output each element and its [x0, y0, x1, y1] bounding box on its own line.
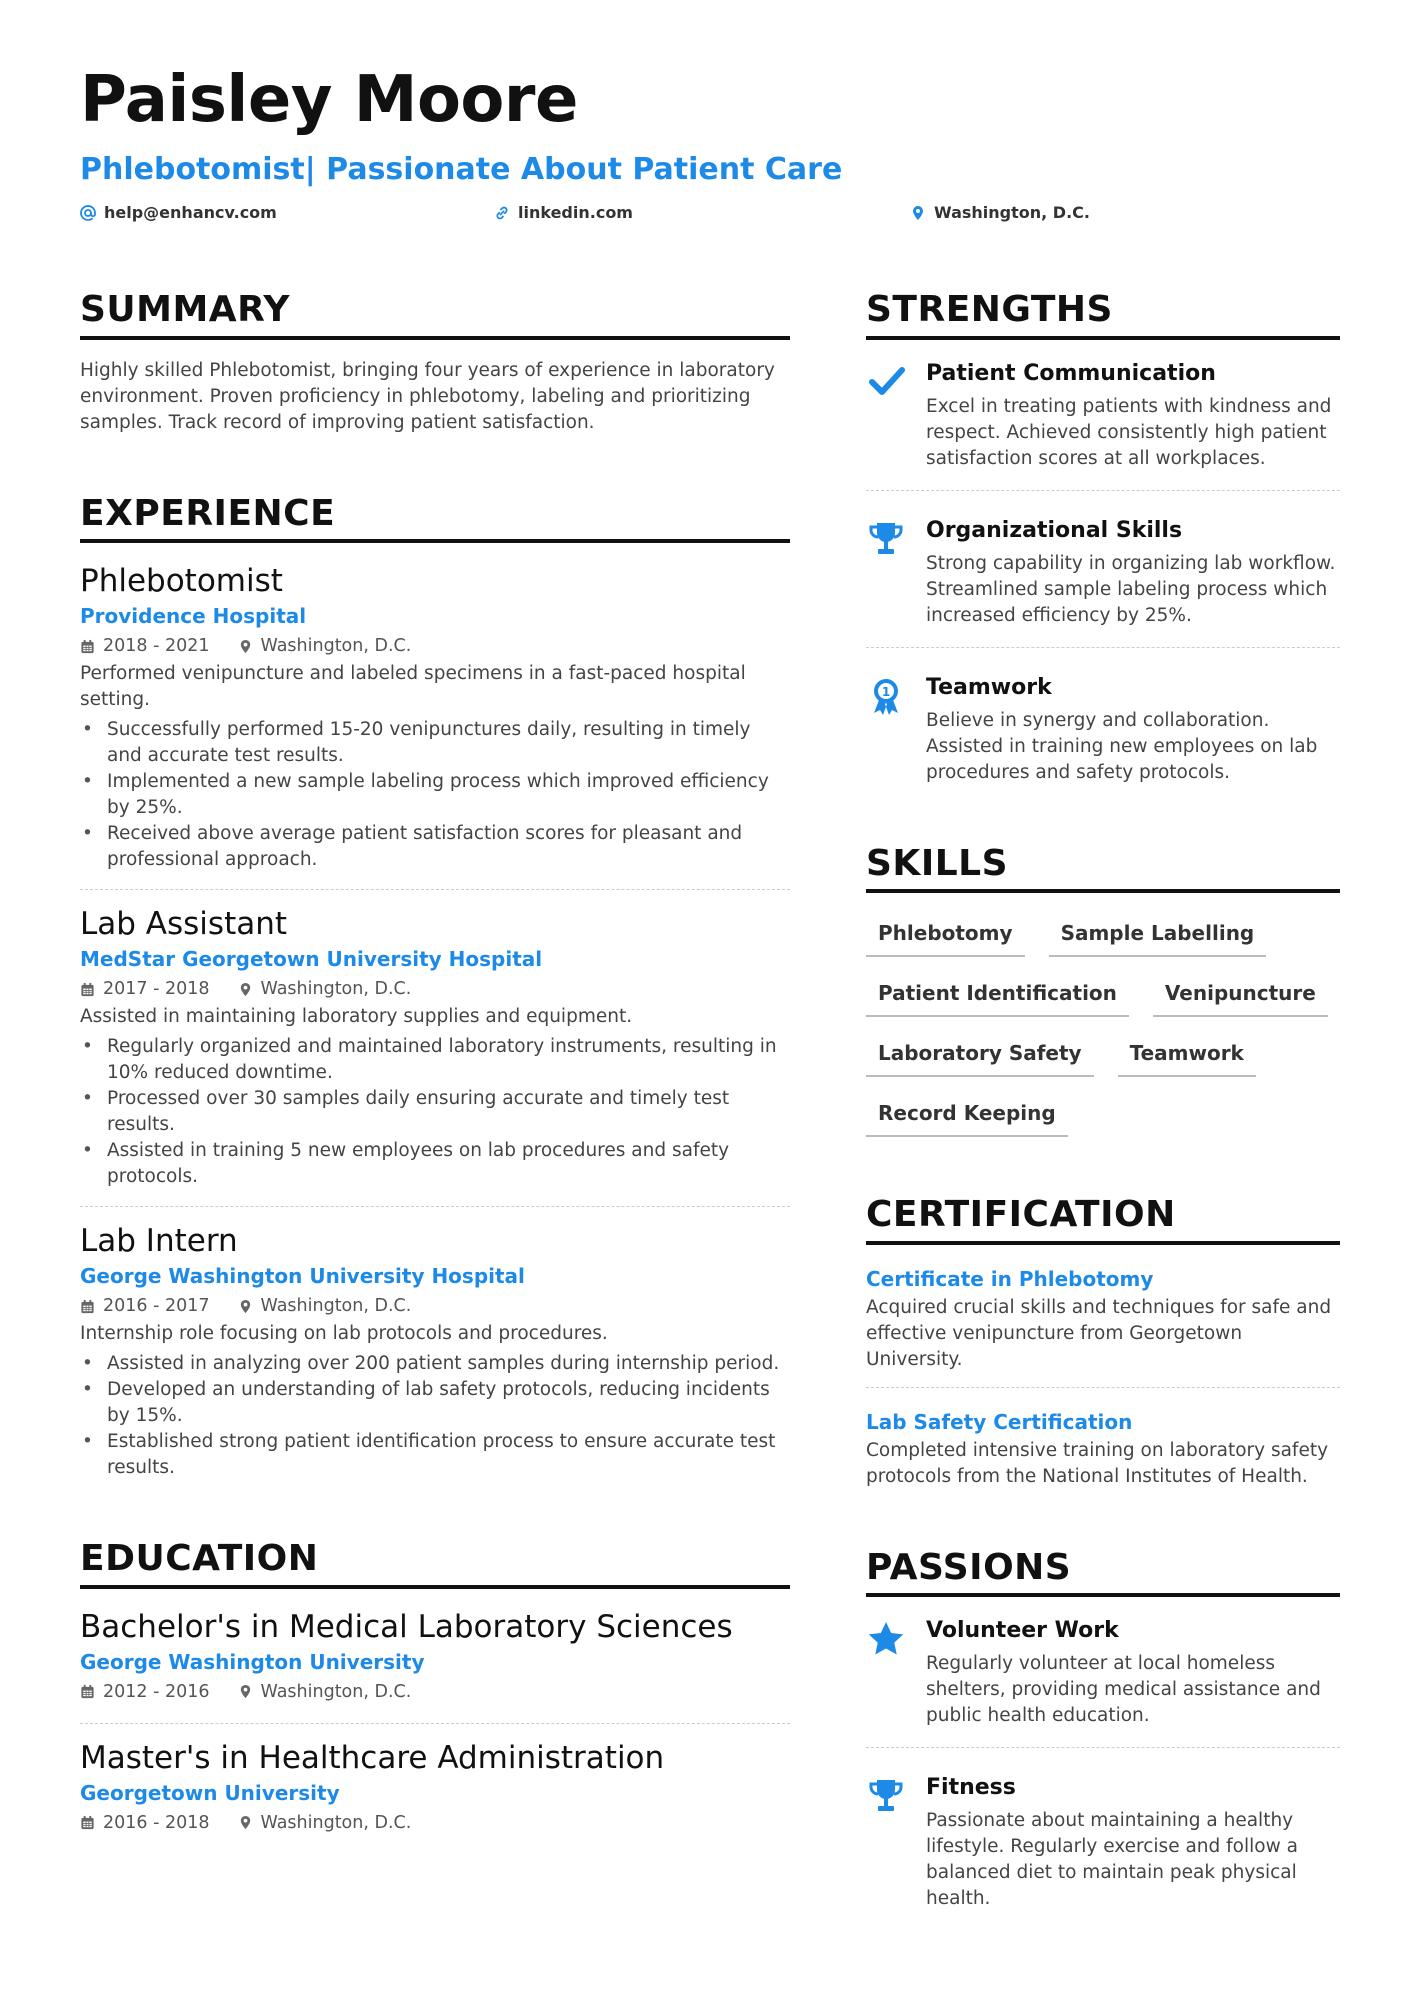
passion-title: Fitness [926, 1775, 1016, 1801]
map-pin-icon [238, 639, 253, 654]
skill-tag: Venipuncture [1153, 971, 1328, 1017]
experience-section [80, 494, 790, 1482]
employer-name: Providence Hospital [80, 604, 307, 629]
experience-entry [80, 561, 790, 890]
entry-meta [80, 1291, 790, 1321]
calendar-icon [80, 1684, 95, 1699]
strength-title: Teamwork [926, 674, 1052, 700]
certification-text: Acquired crucial skills and techniques for safe and effective venipuncture from Georgetown University. [866, 1296, 1332, 1370]
star-icon [866, 1619, 906, 1659]
contact-email-text: help@enhancv.com [104, 203, 277, 222]
contact-location-text: Washington, D.C. [934, 203, 1090, 222]
map-pin-icon [910, 205, 926, 221]
education-heading: EDUCATION [80, 1539, 790, 1589]
passion-text: Passionate about maintaining a healthy lifestyle. Regularly exercise and follow a balanced diet to maintain peak physical health. [926, 1810, 1298, 1910]
experience-entry [80, 904, 790, 1207]
entry-description: Internship role focusing on lab protocols and procedures. [80, 1323, 608, 1345]
employer-name: George Washington University Hospital [80, 1264, 525, 1289]
education-section [80, 1539, 790, 1838]
passions-heading: PASSIONS [866, 1548, 1340, 1598]
school-name: Georgetown University [80, 1780, 340, 1805]
degree-title: Master's in Healthcare Administration [80, 1739, 665, 1776]
certification-item [866, 1263, 1340, 1388]
entry-bullets [80, 1351, 790, 1481]
passion-title: Volunteer Work [926, 1618, 1119, 1644]
entry-bullets [80, 717, 790, 873]
bullet-item: • Developed an understanding of lab safety protocols, reducing incidents by 15%. [80, 1377, 790, 1429]
entry-meta [80, 631, 790, 661]
education-entry [80, 1738, 790, 1838]
map-pin-icon [238, 1684, 253, 1699]
experience-heading: EXPERIENCE [80, 494, 790, 544]
entry-meta [80, 974, 790, 1004]
education-entry [80, 1607, 790, 1724]
passions-section [866, 1548, 1340, 1913]
entry-dates: 2012 - 2016 [103, 1681, 210, 1702]
strength-item [866, 358, 1340, 491]
degree-title: Bachelor's in Medical Laboratory Sciences [80, 1608, 733, 1645]
entry-meta [80, 1677, 790, 1707]
skills-heading: SKILLS [866, 844, 1340, 894]
strength-item [866, 515, 1340, 648]
entry-dates: 2018 - 2021 [103, 636, 210, 657]
strengths-section [866, 290, 1340, 786]
candidate-headline: Phlebotomist| Passionate About Patient Care [80, 152, 843, 187]
bullet-item: • Implemented a new sample labeling process which improved efficiency by 25%. [80, 769, 790, 821]
entry-location: Washington, D.C. [260, 1296, 412, 1317]
summary-section [80, 290, 790, 436]
strength-title: Organizational Skills [926, 517, 1183, 543]
skill-tag: Patient Identification [866, 971, 1129, 1017]
school-name: George Washington University [80, 1649, 425, 1674]
at-sign-icon [80, 205, 96, 221]
passion-text: Regularly volunteer at local homeless shelters, providing medical assistance and public health education. [926, 1653, 1321, 1727]
experience-entry [80, 1221, 790, 1481]
entry-dates: 2016 - 2017 [103, 1296, 210, 1317]
certification-item [866, 1406, 1340, 1490]
trophy-icon [866, 1776, 906, 1816]
link-icon [494, 205, 510, 221]
contact-linkedin-text: linkedin.com [518, 203, 633, 222]
passion-item [866, 1772, 1340, 1912]
skill-tag: Record Keeping [866, 1091, 1068, 1137]
strength-text: Excel in treating patients with kindness and respect. Achieved consistently high patient satisfaction scores at all workplaces. [926, 395, 1332, 469]
certification-title: Certificate in Phlebotomy [866, 1266, 1154, 1291]
skills-section [866, 844, 1340, 1138]
entry-location: Washington, D.C. [260, 1812, 412, 1833]
contact-location [910, 203, 1090, 222]
contact-bar [80, 203, 1340, 229]
right-column [866, 290, 1340, 1970]
entry-location: Washington, D.C. [260, 636, 412, 657]
trophy-icon [866, 519, 906, 559]
award-ribbon-icon [866, 676, 906, 716]
contact-linkedin[interactable] [494, 203, 633, 222]
job-title: Phlebotomist [80, 563, 283, 600]
strength-text: Strong capability in organizing lab workflow. Streamlined sample labeling process which increased efficiency by 25%. [926, 552, 1336, 626]
candidate-name: Paisley Moore [80, 63, 578, 137]
passion-item [866, 1615, 1340, 1748]
job-title: Lab Intern [80, 1223, 238, 1260]
entry-description: Assisted in maintaining laboratory supplies and equipment. [80, 1006, 633, 1028]
job-title: Lab Assistant [80, 906, 288, 943]
entry-location: Washington, D.C. [260, 979, 412, 1000]
entry-dates: 2016 - 2018 [103, 1812, 210, 1833]
entry-location: Washington, D.C. [260, 1681, 412, 1702]
checkmark-icon [866, 362, 906, 402]
resume-header [80, 63, 1340, 229]
strength-title: Patient Communication [926, 360, 1216, 386]
certification-section [866, 1195, 1340, 1490]
entry-bullets [80, 1034, 790, 1190]
bullet-item: • Regularly organized and maintained laboratory instruments, resulting in 10% reduced downtime. [80, 1034, 790, 1086]
map-pin-icon [238, 1815, 253, 1830]
summary-heading: SUMMARY [80, 290, 790, 340]
map-pin-icon [238, 982, 253, 997]
certification-heading: CERTIFICATION [866, 1195, 1340, 1245]
bullet-item: • Successfully performed 15-20 venipunctures daily, resulting in timely and accurate test results. [80, 717, 790, 769]
bullet-item: • Received above average patient satisfaction scores for pleasant and professional approach. [80, 821, 790, 873]
strength-item [866, 672, 1340, 786]
strength-text: Believe in synergy and collaboration. Assisted in training new employees on lab procedures and safety protocols. [926, 709, 1318, 783]
contact-email[interactable] [80, 203, 277, 222]
map-pin-icon [238, 1299, 253, 1314]
entry-description: Performed venipuncture and labeled specimens in a fast-paced hospital setting. [80, 663, 746, 711]
svg-text:1: 1 [881, 684, 891, 699]
bullet-item: • Assisted in analyzing over 200 patient samples during internship period. [80, 1351, 790, 1377]
calendar-icon [80, 1299, 95, 1314]
calendar-icon [80, 1815, 95, 1830]
employer-name: MedStar Georgetown University Hospital [80, 947, 543, 972]
certification-text: Completed intensive training on laboratory safety protocols from the National Institutes of Health. [866, 1439, 1329, 1487]
strengths-heading: STRENGTHS [866, 290, 1340, 340]
bullet-item: • Assisted in training 5 new employees on lab procedures and safety protocols. [80, 1138, 790, 1190]
bullet-item: • Established strong patient identification process to ensure accurate test results. [80, 1429, 790, 1481]
skill-tag: Phlebotomy [866, 911, 1025, 957]
left-column [80, 290, 790, 1896]
entry-dates: 2017 - 2018 [103, 979, 210, 1000]
bullet-item: • Processed over 30 samples daily ensuring accurate and timely test results. [80, 1086, 790, 1138]
summary-text: Highly skilled Phlebotomist, bringing four years of experience in laboratory environment. Proven proficiency in phlebotomy, labeling and prioritizing samples. Track record of improving patient satisfaction. [80, 359, 775, 433]
skills-list [866, 911, 1340, 1137]
skill-tag: Sample Labelling [1049, 911, 1267, 957]
calendar-icon [80, 982, 95, 997]
entry-meta [80, 1808, 790, 1838]
skill-tag: Laboratory Safety [866, 1031, 1094, 1077]
calendar-icon [80, 639, 95, 654]
skill-tag: Teamwork [1118, 1031, 1256, 1077]
certification-title: Lab Safety Certification [866, 1409, 1133, 1434]
